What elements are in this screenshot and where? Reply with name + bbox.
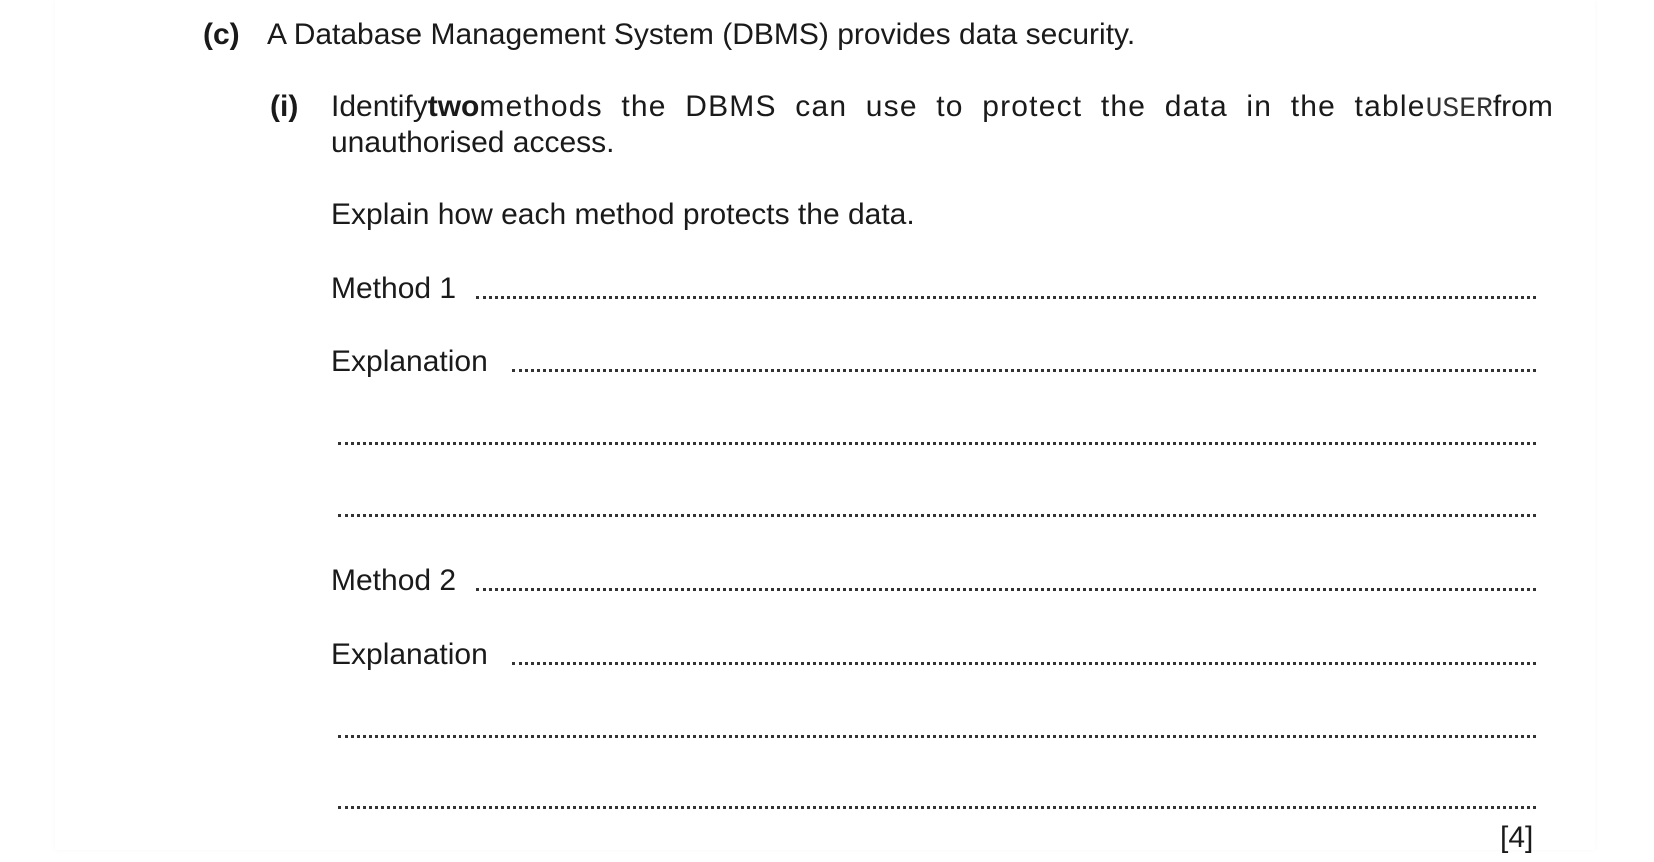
sub-part-label: (i)	[270, 90, 299, 123]
method-2-answer-line[interactable]	[476, 588, 1536, 591]
explanation-1-label: Explanation	[331, 345, 488, 378]
prompt-two: two	[427, 90, 480, 123]
explanation-1-answer-line-2[interactable]	[338, 442, 1536, 445]
exam-page	[55, 0, 1595, 850]
method-2-label: Method 2	[331, 564, 457, 597]
method-1-label: Method 1	[331, 272, 457, 305]
prompt-methods: methods the DBMS can use to protect the data in the table	[479, 90, 1426, 123]
explanation-2-answer-line-3[interactable]	[338, 806, 1536, 809]
prompt-line-1	[331, 90, 1553, 125]
marks-allocation: [4]	[1500, 821, 1534, 854]
table-name: USER	[1425, 94, 1493, 125]
part-label: (c)	[203, 18, 240, 51]
explanation-1-answer-line-3[interactable]	[338, 514, 1536, 517]
explanation-1-answer-line[interactable]	[512, 369, 1536, 372]
explanation-2-label: Explanation	[331, 638, 488, 671]
question-stem: A Database Management System (DBMS) provides data security.	[267, 18, 1136, 51]
explanation-2-answer-line[interactable]	[512, 662, 1536, 665]
prompt-from: from	[1492, 90, 1553, 123]
instruction-text: Explain how each method protects the data.	[331, 198, 915, 231]
explanation-2-answer-line-2[interactable]	[338, 735, 1536, 738]
method-1-answer-line[interactable]	[476, 296, 1536, 299]
prompt-line-2: unauthorised access.	[331, 126, 615, 159]
prompt-identify: Identify	[331, 90, 428, 123]
